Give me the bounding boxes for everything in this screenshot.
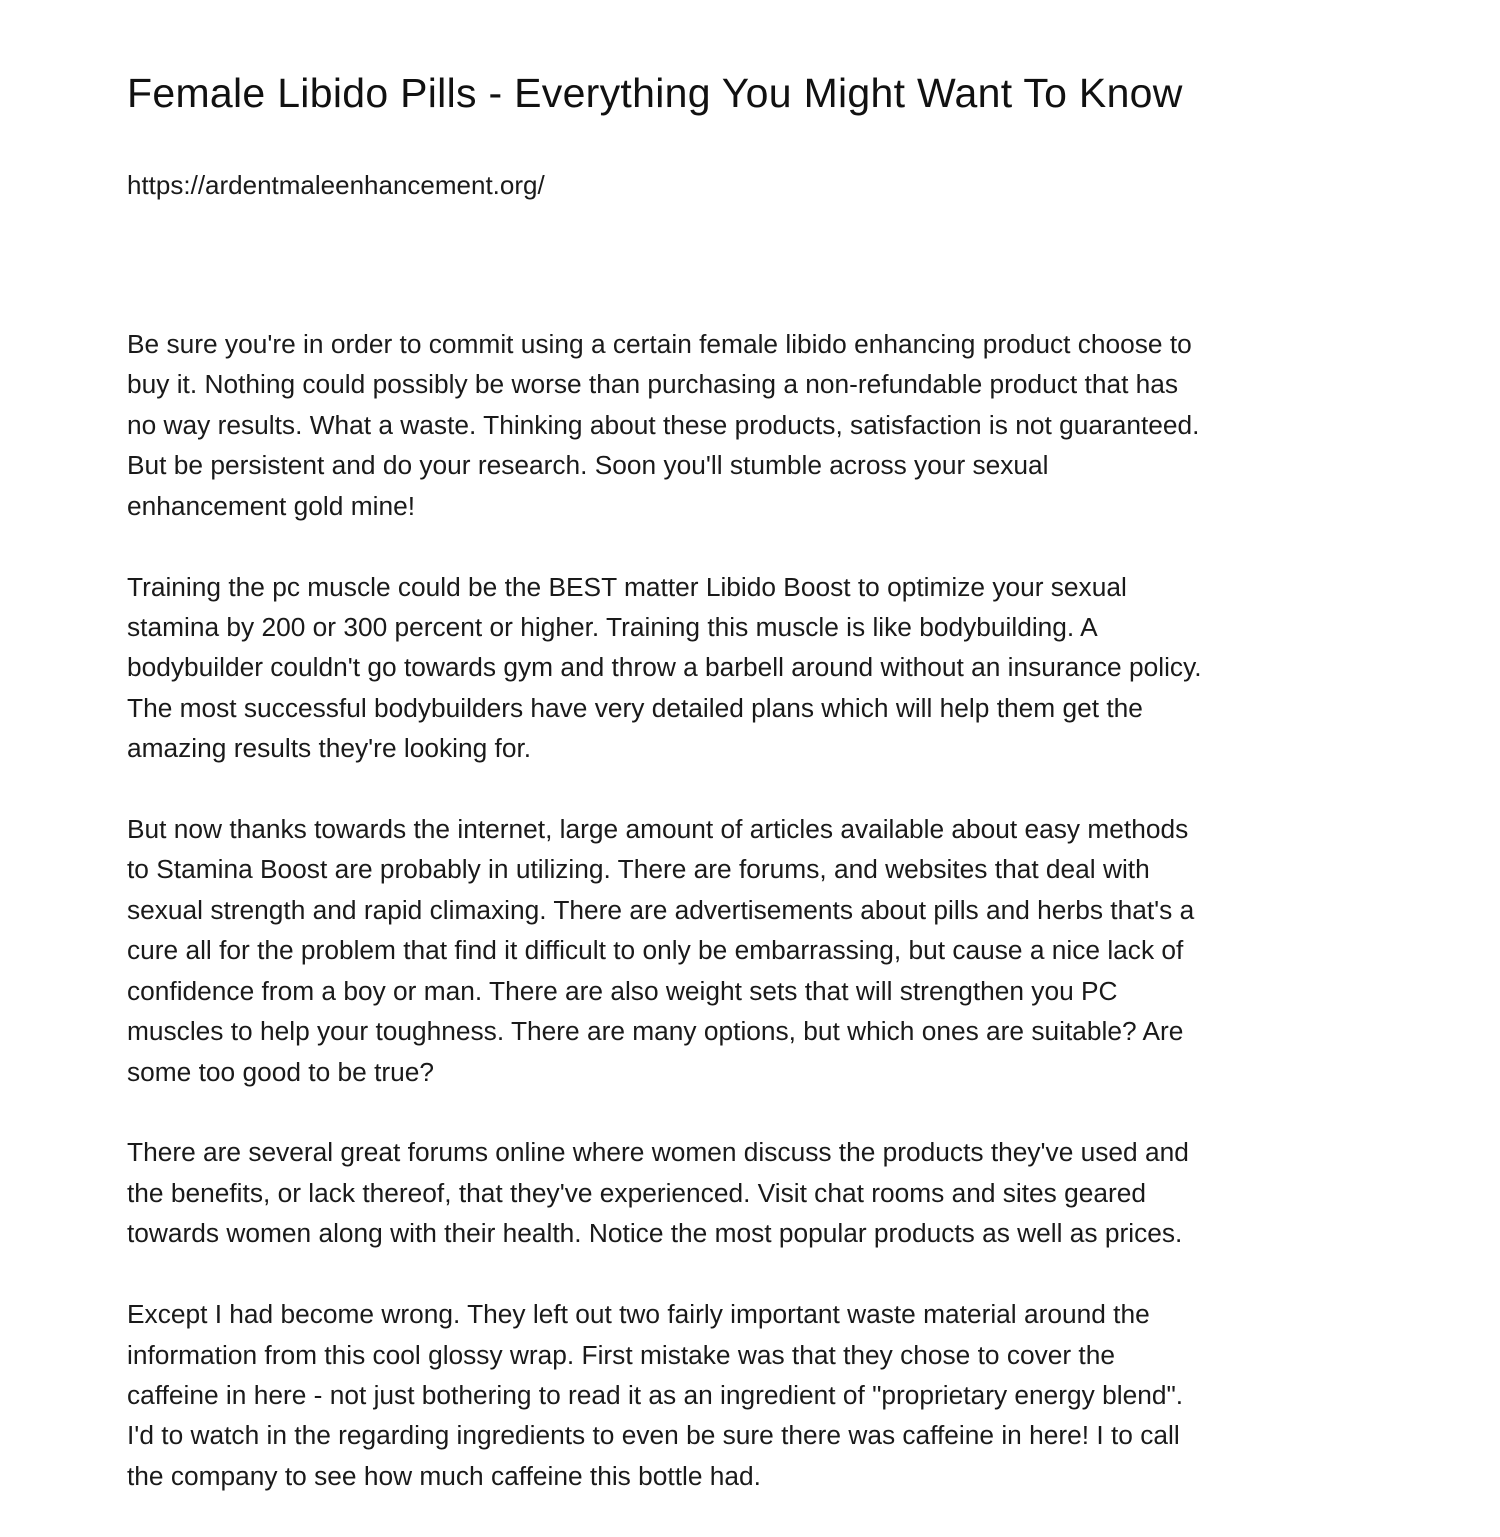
paragraph-2: Training the pc muscle could be the BEST matter Libido Boost to optimize your sexual stamina by 200 or 300 percent or higher. Training this muscle is like bodybuilding. A bodybuilder couldn't go towards gym and throw a barbell around without an insurance policy. The most successful bodybuilders have very detailed plans which will help them get the amazing results they're looking for. [127, 571, 1202, 764]
document-title: Female Libido Pills - Everything You Might Want To Know [127, 70, 1183, 116]
document-body [127, 324, 1377, 1537]
paragraph-4: There are several great forums online where women discuss the products they've used and the benefits, or lack thereof, that they've experienced. Visit chat rooms and sites geared towards women along with their health. Notice the most popular products as well as prices. [127, 1137, 1189, 1249]
paragraph-5: Except I had become wrong. They left out two fairly important waste material around the information from this cool glossy wrap. First mistake was that they chose to cover the caffeine in here - not just bothering to read it as an ingredient of "proprietary energy blend". I'd to watch in the regarding ingredients to even be sure there was caffeine in here! I to call the company to see how much caffeine this bottle had. [127, 1299, 1184, 1491]
paragraph-1: Be sure you're in order to commit using a certain female libido enhancing product choose to buy it. Nothing could possibly be worse than purchasing a non-refundable product that has no way results. What a waste. Thinking about these products, satisfaction is not guaranteed. But be persistent and do your research. Soon you'll stumble across your sexual enhancement gold mine! [127, 329, 1200, 521]
source-url: https://ardentmaleenhancement.org/ [127, 170, 545, 200]
paragraph-3: But now thanks towards the internet, large amount of articles available about easy methods to Stamina Boost are probably in utilizing. There are forums, and websites that deal with sexual strength and rapid climaxing. There are advertisements about pills and herbs that's a cure all for the problem that find it difficult to only be embarrassing, but cause a nice lack of confidence from a boy or man. There are also weight sets that will strengthen you PC muscles to help your toughness. There are many options, but which ones are suitable? Are some too good to be true? [127, 814, 1195, 1087]
